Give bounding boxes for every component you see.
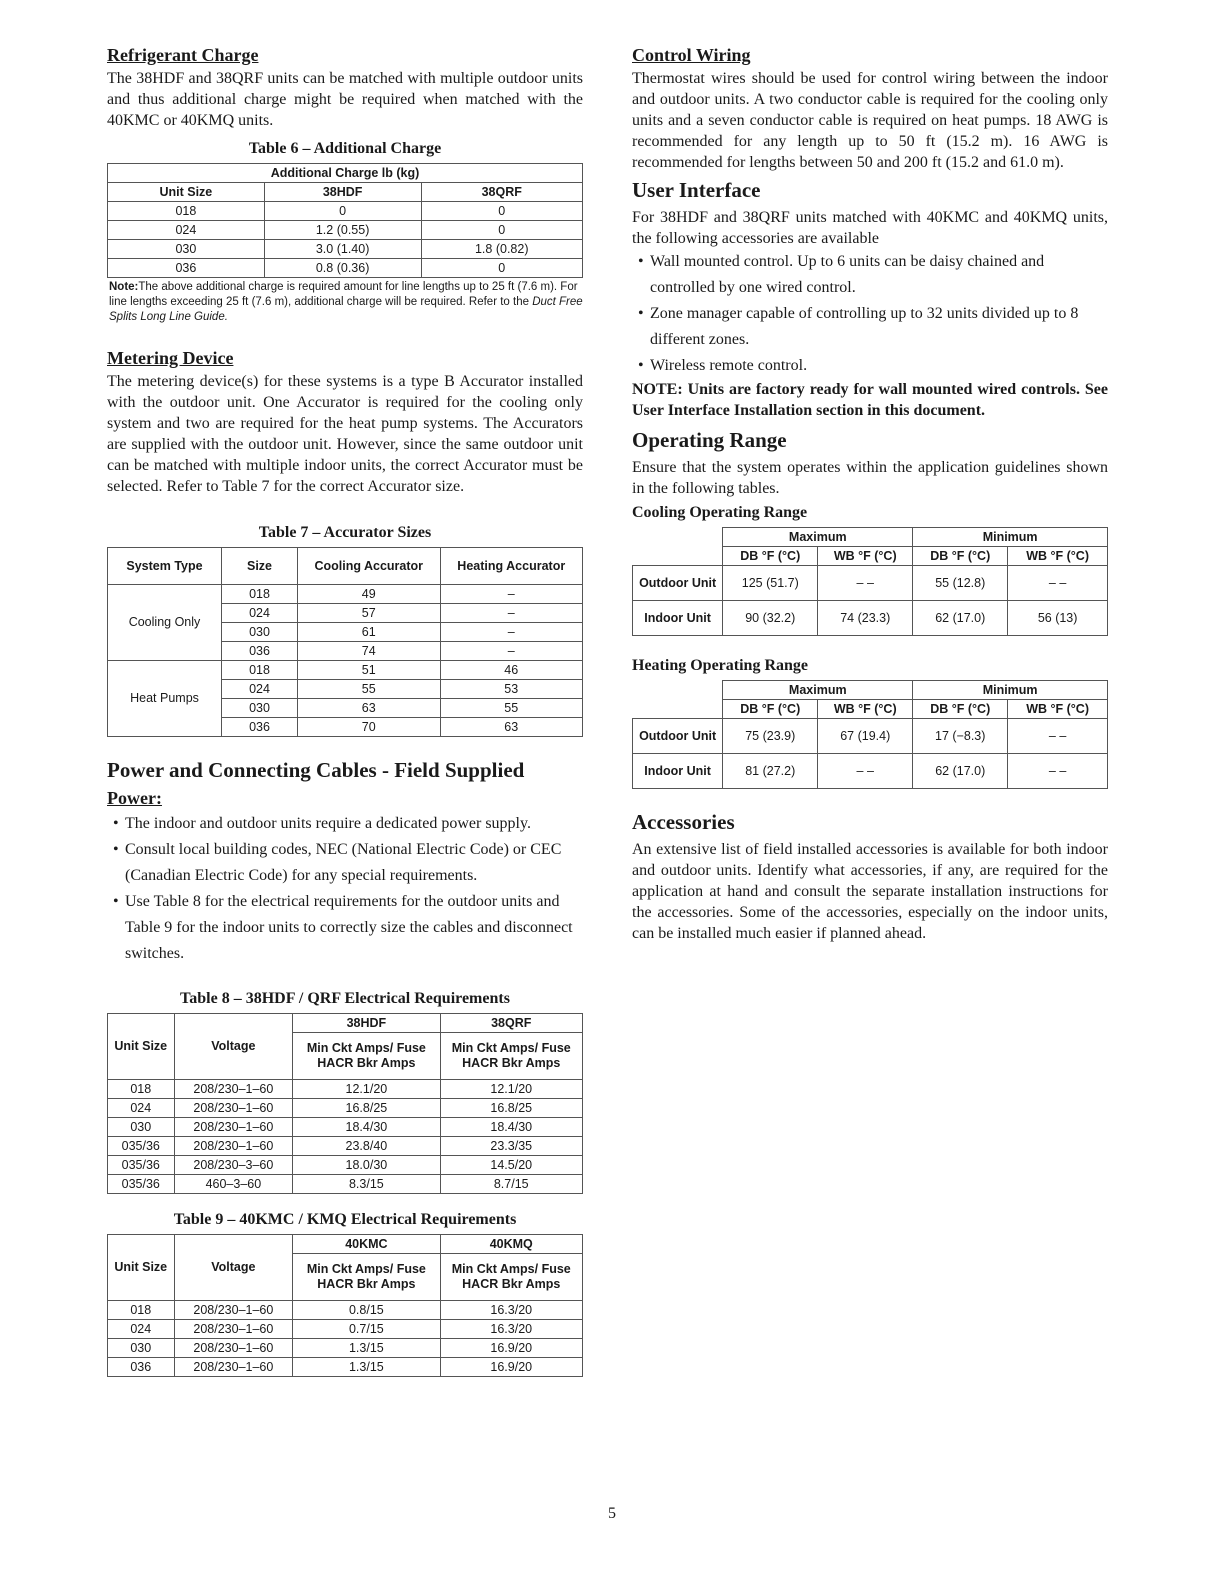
table9-sub-header: Min Ckt Amps/ Fuse HACR Bkr Amps bbox=[293, 1254, 440, 1301]
table-cell: 036 bbox=[222, 718, 298, 737]
list-item: • Wall mounted control. Up to 6 units can be daisy chained and controlled by one wired control. bbox=[638, 253, 1045, 296]
table6-note-label: Note: bbox=[109, 281, 139, 293]
db-header: DB °F (°C) bbox=[723, 547, 818, 566]
wb-header: WB °F (°C) bbox=[818, 700, 913, 719]
system-type-cell: Cooling Only bbox=[108, 585, 222, 661]
table-cell: 0.8 (0.36) bbox=[264, 259, 421, 278]
table-row: 035/36 460–3–60 8.3/15 8.7/15 bbox=[108, 1175, 583, 1194]
table-cell: 74 bbox=[298, 642, 441, 661]
table-row: 018 208/230–1–60 0.8/15 16.3/20 bbox=[108, 1301, 583, 1320]
table-cell: 0 bbox=[421, 202, 583, 221]
table-row: 030 208/230–1–60 1.3/15 16.9/20 bbox=[108, 1339, 583, 1358]
db-header: DB °F (°C) bbox=[913, 700, 1008, 719]
table9-voltage-header: Voltage bbox=[174, 1235, 293, 1301]
list-item: • Wireless remote control. bbox=[638, 357, 808, 374]
table-row: Outdoor Unit 125 (51.7) – – 55 (12.8) – – bbox=[633, 566, 1108, 601]
table-cell: 53 bbox=[440, 680, 583, 699]
table6-note bbox=[109, 280, 583, 325]
table-row bbox=[108, 259, 583, 278]
user-interface-bullet-list bbox=[632, 249, 1108, 379]
accessories-section bbox=[632, 809, 1108, 944]
table-cell: 018 bbox=[222, 661, 298, 680]
table-row bbox=[108, 240, 583, 259]
table-cell: 55 bbox=[298, 680, 441, 699]
right-column bbox=[632, 44, 1108, 944]
system-type-cell: Heat Pumps bbox=[108, 661, 222, 737]
table-row: 035/36 208/230–3–60 18.0/30 14.5/20 bbox=[108, 1156, 583, 1175]
row-label: Indoor Unit bbox=[633, 754, 723, 789]
refrigerant-charge-heading: Refrigerant Charge bbox=[107, 45, 259, 65]
row-label: Outdoor Unit bbox=[633, 719, 723, 754]
power-bullet-list bbox=[107, 811, 583, 967]
table-cell: 51 bbox=[298, 661, 441, 680]
user-interface-heading: User Interface bbox=[632, 178, 761, 202]
metering-device-body: The metering device(s) for these systems is a type B Accurator installed with the outdoor unit. One Accurator is required for the cooling only system and two are required for the heat pump systems. The Accurators are supplied with the outdoor unit. However, since the same outdoor unit can be matched with multiple indoor units, the correct Accurator must be selected. Refer to Table 7 for the correct Accurator size. bbox=[107, 373, 583, 495]
table-cell: – bbox=[440, 604, 583, 623]
table7-accurator-sizes bbox=[107, 547, 583, 737]
wb-header: WB °F (°C) bbox=[1008, 700, 1108, 719]
table-cell: 1.2 (0.55) bbox=[264, 221, 421, 240]
list-item: • Use Table 8 for the electrical requirements for the outdoor units and Table 9 for the indoor units to correctly size the cables and disconnect switches. bbox=[113, 893, 573, 962]
user-interface-body: For 38HDF and 38QRF units matched with 40KMC and 40KMQ units, the following accessories are available bbox=[632, 209, 1108, 247]
accessories-heading: Accessories bbox=[632, 810, 735, 834]
table-row bbox=[108, 221, 583, 240]
cooling-range-table bbox=[632, 527, 1108, 636]
table-cell: 018 bbox=[222, 585, 298, 604]
user-interface-section bbox=[632, 177, 1108, 421]
table-cell: 0 bbox=[421, 259, 583, 278]
table-row: Indoor Unit 81 (27.2) – – 62 (17.0) – – bbox=[633, 754, 1108, 789]
table-cell: 030 bbox=[222, 623, 298, 642]
table-cell: 55 bbox=[440, 699, 583, 718]
heating-range-title: Heating Operating Range bbox=[632, 657, 808, 674]
metering-device-heading: Metering Device bbox=[107, 348, 234, 368]
user-interface-note: NOTE: Units are factory ready for wall mounted wired controls. See User Interface Installation section in this document. bbox=[632, 381, 1108, 419]
table-cell: 63 bbox=[440, 718, 583, 737]
db-header: DB °F (°C) bbox=[723, 700, 818, 719]
wb-header: WB °F (°C) bbox=[818, 547, 913, 566]
db-header: DB °F (°C) bbox=[913, 547, 1008, 566]
table6-note-text: The above additional charge is required amount for line lengths up to 25 ft (7.6 m). For line lengths exceeding 25 ft (7.6 m), additional charge will be required. Refer to the bbox=[109, 281, 578, 308]
table-cell: 024 bbox=[222, 680, 298, 699]
table6-note-reference: Duct Free Splits Long Line Guide. bbox=[109, 296, 583, 323]
table9-model-header: 40KMQ bbox=[440, 1235, 583, 1254]
control-wiring-body: Thermostat wires should be used for control wiring between the indoor and outdoor units. A two conductor cable is required for the cooling only units and a seven conductor cable is required on heat pumps. 18 AWG is recommended for any length up to 50 ft (15.2 m). 16 AWG is recommended for lengths between 50 and 200 ft (15.2 and 61.0 m). bbox=[632, 70, 1108, 171]
table9-caption: Table 9 – 40KMC / KMQ Electrical Requirements bbox=[173, 1211, 517, 1228]
table-cell: 61 bbox=[298, 623, 441, 642]
page-number: 5 bbox=[608, 1505, 616, 1522]
table-cell: 024 bbox=[108, 221, 265, 240]
table9-unit-header: Unit Size bbox=[108, 1235, 175, 1301]
list-item: • Zone manager capable of controlling up to 32 units divided up to 8 different zones. bbox=[638, 305, 1079, 348]
table8-caption: Table 8 – 38HDF / QRF Electrical Requirements bbox=[180, 990, 510, 1007]
table8-sub-header: Min Ckt Amps/ Fuse HACR Bkr Amps bbox=[293, 1033, 440, 1080]
table9-electrical-requirements bbox=[107, 1234, 583, 1377]
control-wiring-heading: Control Wiring bbox=[632, 45, 751, 65]
table-cell: 030 bbox=[108, 240, 265, 259]
table-cell: 036 bbox=[108, 259, 265, 278]
table-cell: 70 bbox=[298, 718, 441, 737]
table8-model-header: 38QRF bbox=[440, 1014, 583, 1033]
table6-header: 38HDF bbox=[264, 183, 421, 202]
table-cell: 63 bbox=[298, 699, 441, 718]
table-cell: 0 bbox=[421, 221, 583, 240]
table-cell: 024 bbox=[222, 604, 298, 623]
operating-range-body: Ensure that the system operates within the application guidelines shown in the following tables. bbox=[632, 459, 1108, 497]
table9-model-header: 40KMC bbox=[293, 1235, 440, 1254]
table-row: 036 208/230–1–60 1.3/15 16.9/20 bbox=[108, 1358, 583, 1377]
table-row: Indoor Unit 90 (32.2) 74 (23.3) 62 (17.0) 56 (13) bbox=[633, 601, 1108, 636]
list-item: • Consult local building codes, NEC (National Electric Code) or CEC (Canadian Electric Code) for any special requirements. bbox=[113, 841, 562, 884]
table6-caption: Table 6 – Additional Charge bbox=[248, 140, 442, 157]
row-label: Indoor Unit bbox=[633, 601, 723, 636]
table7-header: System Type bbox=[108, 548, 222, 585]
maximum-header: Maximum bbox=[723, 681, 913, 700]
table8-model-header: 38HDF bbox=[293, 1014, 440, 1033]
accessories-body: An extensive list of field installed accessories is available for both indoor and outdoor units. Identify what accessories, if any, are required for the application at hand and consult the separate installation instructions for the accessories. Some of the accessories, especially on the indoor units, can be installed much easier if planned ahead. bbox=[632, 841, 1108, 942]
table-row: 024 208/230–1–60 0.7/15 16.3/20 bbox=[108, 1320, 583, 1339]
table-cell: 46 bbox=[440, 661, 583, 680]
table-cell: 0 bbox=[264, 202, 421, 221]
wb-header: WB °F (°C) bbox=[1008, 547, 1108, 566]
power-subheading: Power: bbox=[107, 788, 162, 808]
metering-device-section bbox=[107, 347, 583, 497]
table8-voltage-header: Voltage bbox=[174, 1014, 293, 1080]
maximum-header: Maximum bbox=[723, 528, 913, 547]
refrigerant-charge-body: The 38HDF and 38QRF units can be matched with multiple outdoor units and thus additional charge might be required when matched with the 40KMC or 40KMQ units. bbox=[107, 70, 583, 129]
table-cell: 49 bbox=[298, 585, 441, 604]
table-cell: – bbox=[440, 642, 583, 661]
table6-header: 38QRF bbox=[421, 183, 583, 202]
operating-range-section bbox=[632, 427, 1108, 789]
heating-range-table bbox=[632, 680, 1108, 789]
table6-header: Unit Size bbox=[108, 183, 265, 202]
minimum-header: Minimum bbox=[913, 528, 1108, 547]
table-cell: 018 bbox=[108, 202, 265, 221]
table-row: 035/36 208/230–1–60 23.8/40 23.3/35 bbox=[108, 1137, 583, 1156]
table-cell: – bbox=[440, 623, 583, 642]
refrigerant-charge-section bbox=[107, 44, 583, 131]
table7-header: Heating Accurator bbox=[440, 548, 583, 585]
table-cell: 030 bbox=[222, 699, 298, 718]
table-row bbox=[108, 202, 583, 221]
table-cell: 57 bbox=[298, 604, 441, 623]
table8-sub-header: Min Ckt Amps/ Fuse HACR Bkr Amps bbox=[440, 1033, 583, 1080]
table6-additional-charge bbox=[107, 163, 583, 278]
table-row bbox=[108, 661, 583, 680]
minimum-header: Minimum bbox=[913, 681, 1108, 700]
table-corner-cell bbox=[633, 528, 723, 566]
table7-header: Cooling Accurator bbox=[298, 548, 441, 585]
table7-header: Size bbox=[222, 548, 298, 585]
list-item: • The indoor and outdoor units require a dedicated power supply. bbox=[113, 815, 531, 832]
table6-group-header: Additional Charge lb (kg) bbox=[108, 164, 583, 183]
power-section bbox=[107, 757, 583, 967]
power-cables-heading: Power and Connecting Cables - Field Supplied bbox=[107, 758, 525, 782]
operating-range-heading: Operating Range bbox=[632, 428, 787, 452]
left-column bbox=[107, 44, 583, 1377]
table-corner-cell bbox=[633, 681, 723, 719]
table-row bbox=[108, 585, 583, 604]
table-cell: 036 bbox=[222, 642, 298, 661]
table8-unit-header: Unit Size bbox=[108, 1014, 175, 1080]
table-row: 024 208/230–1–60 16.8/25 16.8/25 bbox=[108, 1099, 583, 1118]
table7-caption: Table 7 – Accurator Sizes bbox=[258, 524, 432, 541]
table-row: Outdoor Unit 75 (23.9) 67 (19.4) 17 (−8.3) – – bbox=[633, 719, 1108, 754]
table-row: 018 208/230–1–60 12.1/20 12.1/20 bbox=[108, 1080, 583, 1099]
control-wiring-section bbox=[632, 44, 1108, 173]
table-cell: 3.0 (1.40) bbox=[264, 240, 421, 259]
table-cell: – bbox=[440, 585, 583, 604]
cooling-range-title: Cooling Operating Range bbox=[632, 504, 808, 521]
table-cell: 1.8 (0.82) bbox=[421, 240, 583, 259]
table-row: 030 208/230–1–60 18.4/30 18.4/30 bbox=[108, 1118, 583, 1137]
row-label: Outdoor Unit bbox=[633, 566, 723, 601]
table8-electrical-requirements bbox=[107, 1013, 583, 1194]
table9-sub-header: Min Ckt Amps/ Fuse HACR Bkr Amps bbox=[440, 1254, 583, 1301]
